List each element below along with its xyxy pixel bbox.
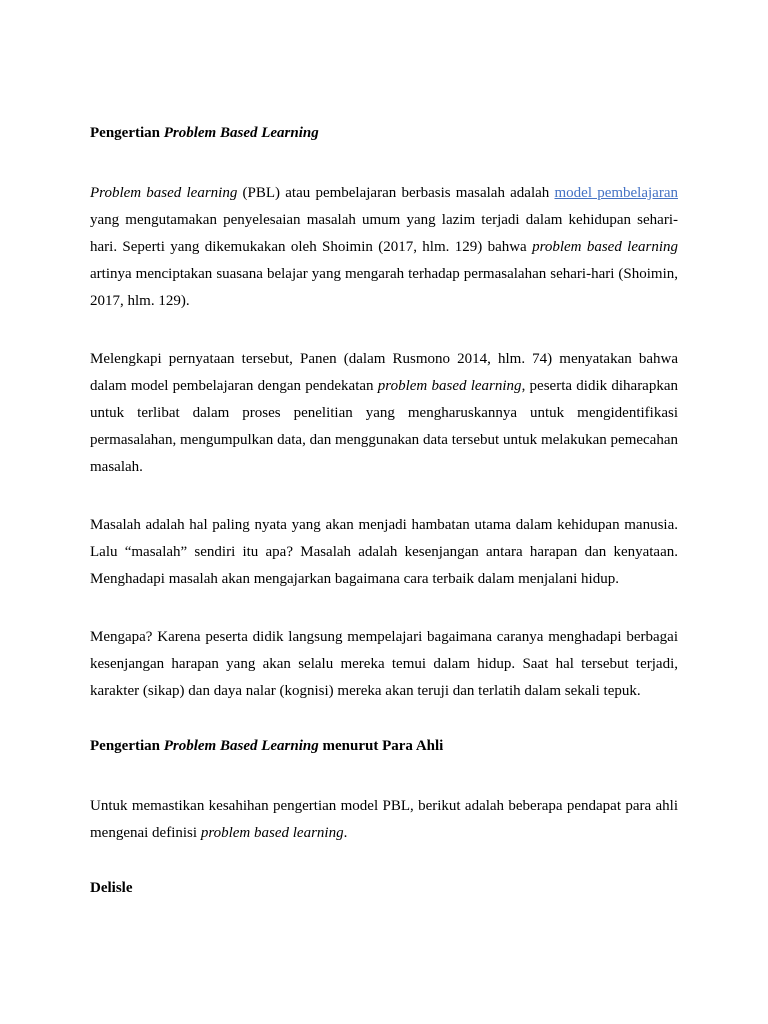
heading-pengertian-pbl <box>90 123 678 143</box>
paragraph-mengapa: Mengapa? Karena peserta didik langsung mempelajari bagaimana caranya menghadapi berbagai kesenjangan harapan yang akan selalu mereka temui dalam hidup. Saat hal tersebut terjadi, karakter (sikap) dan daya nalar (kognisi) mereka akan teruji dan terlatih dalam sekali tepuk. <box>90 629 678 699</box>
model-pembelajaran-link[interactable]: model pembelajaran <box>554 185 678 201</box>
heading-para-ahli <box>90 736 678 756</box>
text-span: yang mengutamakan penyelesaian masalah umum yang lazim terjadi dalam kehidupan sehari-hari. Seperti yang dikemukakan oleh Shoimin (2017, hlm. 129) bahwa <box>90 212 678 255</box>
text-span: artinya menciptakan suasana belajar yang mengarah terhadap permasalahan sehari-hari (Shoimin, 2017, hlm. 129). <box>90 266 678 309</box>
text-span: . <box>343 825 348 841</box>
paragraph-definition <box>90 180 678 315</box>
paragraph-kesahihan <box>90 793 678 847</box>
italic-term: problem based learning <box>200 825 344 841</box>
text-span: , peserta didik diharapkan untuk terlibat dalam proses penelitian yang mengharuskannya untuk mengidentifikasi permasalahan, mengumpulkan data, dan menggunakan data tersebut untuk melakukan pemecahan masalah. <box>90 378 679 475</box>
heading-text: menurut Para Ahli <box>318 738 444 754</box>
heading-italic-text: Problem Based Learning <box>163 738 319 754</box>
heading-text: Pengertian <box>90 125 164 141</box>
italic-term: problem based learning <box>532 239 679 255</box>
heading-text: Pengertian <box>90 738 164 754</box>
italic-term: problem based learning <box>377 378 522 394</box>
heading-delisle: Delisle <box>90 880 133 896</box>
text-span: Untuk memastikan kesahihan pengertian model PBL, berikut adalah beberapa pendapat para ahli mengenai definisi <box>90 798 678 841</box>
text-span: (PBL) atau pembelajaran berbasis masalah adalah <box>237 185 555 201</box>
heading-italic-text: Problem Based Learning <box>163 125 319 141</box>
paragraph-masalah: Masalah adalah hal paling nyata yang akan menjadi hambatan utama dalam kehidupan manusia. Lalu “masalah” sendiri itu apa? Masalah adalah kesenjangan antara harapan dan kenyataan. Menghadapi masalah akan mengajarkan bagaimana cara terbaik dalam menjalani hidup. <box>90 517 678 587</box>
italic-term: Problem based learning <box>90 185 238 201</box>
text-span: Melengkapi pernyataan tersebut, Panen (dalam Rusmono 2014, hlm. 74) menyatakan bahwa dalam model pembelajaran dengan pendekatan <box>90 351 678 394</box>
paragraph-panen <box>90 346 678 481</box>
